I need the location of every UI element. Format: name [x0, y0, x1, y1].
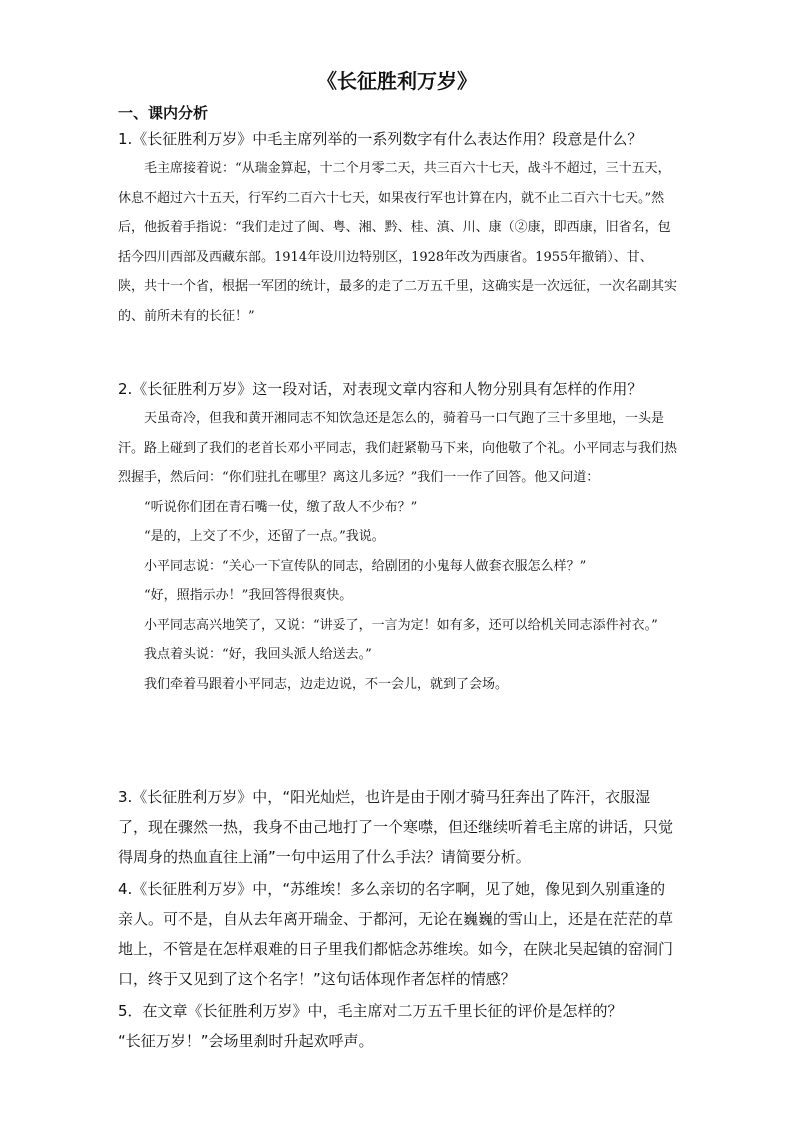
question-4: 4.《长征胜利万岁》中，“苏维埃！多么亲切的名字啊，见了她，像见到久别重逢的亲人。可不是，自从去年离开瑞金、于都河，无论在巍巍的雪山上，还是在茫茫的草地上，不管是在怎样艰难的日子里我们都惦念苏维埃。如今，在陕北吴起镇的窑洞门口，终于又见到了这个名字！”这句话体现作者怎样的情感？ [118, 880, 674, 988]
passage-2-para-1: 天虽奇冷，但我和黄开湘同志不知饮急还是怎么的，骑着马一口气跑了三十多里地，一头是汗。路上碰到了我们的老首长邓小平同志，我们赶紧勒马下来，向他敬了个礼。小平同志与我们热烈握手，然后问：“你们驻扎在哪里？离这儿多远？”我们一一作了回答。他又问道： [118, 411, 678, 485]
closing-line: “长征万岁！”会场里刹时升起欢呼声。 [118, 1032, 374, 1050]
question-4-block [118, 874, 678, 994]
passage-2-para-4: 小平同志说：“关心一下宣传队的同志，给剧团的小鬼每人做套衣服怎么样？” [144, 558, 587, 574]
passage-2-para-2: “听说你们团在青石嘴一仗，缴了敌人不少布？” [144, 499, 418, 515]
question-3-block [118, 782, 678, 872]
passage-2-para-7: 我点着头说：“好，我回头派人给送去。” [144, 647, 372, 662]
section-heading: 一、课内分析 [118, 104, 209, 122]
question-5-block [118, 996, 678, 1056]
question-1: 1.《长征胜利万岁》中毛主席列举的一系列数字有什么表达作用？段意是什么？ [118, 130, 643, 148]
question-2-block [118, 374, 678, 699]
document-title: 《长征胜利万岁》 [317, 69, 477, 93]
passage-2-para-3: “是的，上交了不少，还留了一点。”我说。 [144, 529, 385, 544]
passage-2-para-5: “好，照指示办！”我回答得很爽快。 [144, 588, 353, 603]
passage-2-para-6: 小平同志高兴地笑了，又说：“讲妥了，一言为定！如有多，还可以给机关同志添件衬衣。” [144, 617, 658, 633]
question-3: 3.《长征胜利万岁》中，“阳光灿烂，也许是由于刚才骑马狂奔出了阵汗，衣服湿了，现在骤然一热，我身不由己地打了一个寒噤，但还继续听着毛主席的讲话，只觉得周身的热血直往上涌”一句中运用了什么手法？请简要分析。 [118, 788, 674, 866]
question-2: 2.《长征胜利万岁》这一段对话，对表现文章内容和人物分别具有怎样的作用？ [118, 380, 643, 398]
question-5: 5．在文章《长征胜利万岁》中，毛主席对二万五千里长征的评价是怎样的？ [118, 1002, 623, 1020]
question-1-block [118, 124, 678, 331]
passage-1: 毛主席接着说：“从瑞金算起，十二个月零二天，共三百六十七天，战斗不超过，三十五天，休息不超过六十五天，行军约二百六十七天，如果夜行军也计算在内，就不止二百六十七天。”然后，他扳着手指说：“我们走过了闽、粤、湘、黔、桂、滇、川、康（②康，即西康，旧省名，包括今四川西部及西藏东部。1914年设川边特别区，1928年改为西康省。1955年撤销）、甘、陕，共十一个省，根据一军团的统计，最多的走了二万五千里，这确实是一次远征，一次名副其实的、前所未有的长征！” [118, 161, 678, 324]
passage-2-para-8: 我们牵着马跟着小平同志，边走边说，不一会儿，就到了会场。 [144, 676, 509, 692]
